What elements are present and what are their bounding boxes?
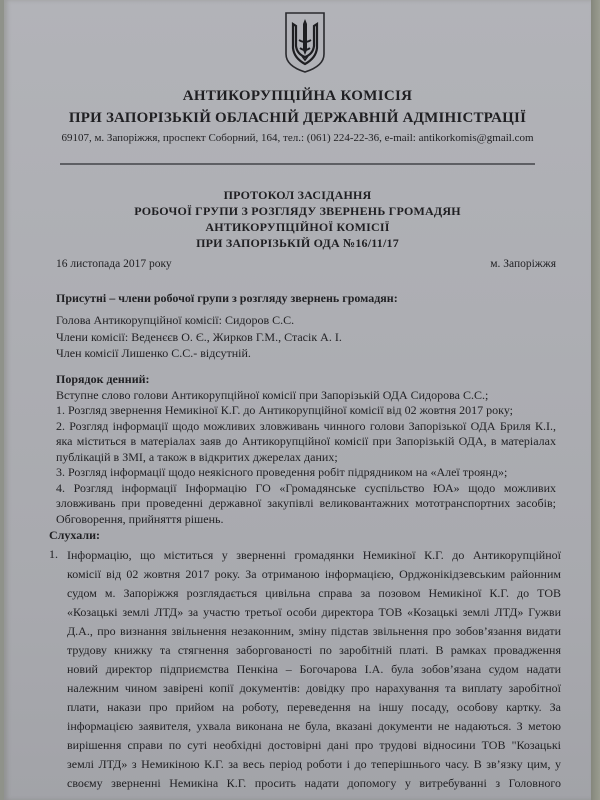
agenda-line: публікацій в ЗМІ, а також в відкритих джерелах даних;: [56, 449, 338, 464]
text-line: судом м. Запоріжжя розглядається цивільна справа за позовом Немикіної К.Г. до ТОВ: [67, 586, 561, 600]
text-line: землі ЛТД» з Немикіною К.Г. за весь період роботи і до теперішнього часу. В зв’язку цим, у: [67, 757, 561, 771]
text-line: вирішення справи по суті необхідні достовірні дані про трудові відносини ТОВ "Козацькі: [67, 738, 561, 752]
document-page: [4, 0, 591, 800]
text-line: Інформацію, що міститься у зверненні громадянки Немикіної К.Г. до Антикорупційної: [67, 548, 561, 562]
org-name-line1: АНТИКОРУПЦІЙНА КОМІСІЯ: [182, 88, 413, 104]
header-divider: [60, 163, 535, 165]
agenda-line: Вступне слово голови Антикорупційної комісії при Запорізькій ОДА Сидорова С.С.;: [56, 387, 489, 402]
protocol-title: [4, 187, 591, 251]
title-line-4: ПРИ ЗАПОРІЗЬКІЙ ОДА №16/11/17: [196, 236, 399, 250]
agenda-line: зловживань при проведенні державної закупівлі великовантажних мототранспортних засобів;: [56, 496, 556, 510]
present-line: Голова Антикорупційної комісії: Сидоров С.С.: [56, 313, 295, 327]
protocol-city: м. Запоріжжя: [490, 258, 556, 270]
heard-section: [49, 527, 561, 793]
text-line: трудову книжку та стягнення заборгованості по заробітній платі. В рамках провадження: [67, 643, 561, 657]
agenda-line: 4. Розгляд інформації Інформацію ГО «Громадянське суспільство ЮА» щодо можливих: [56, 480, 556, 495]
agenda-section: [56, 372, 556, 527]
text-line: належним чином завірені копії документів: довідку про нарахування та виплату заробітної: [67, 681, 561, 695]
text-line: Д.А., про визнання звільнення незаконним, зміну підстав звільнення про зобов’язання видати: [67, 624, 561, 638]
present-line: Член комісії Лишенко С.С.- відсутній.: [56, 346, 251, 360]
item-number: 1.: [49, 547, 58, 561]
agenda-line: Обговорення, прийняття рішень.: [56, 511, 224, 526]
page-edge-background: [591, 0, 600, 800]
agenda-line: 3. Розгляд інформації щодо неякісного проведення робіт підрядником на «Алеї троянд»;: [56, 465, 508, 479]
heard-item-1: [49, 546, 561, 793]
title-line-2: РОБОЧОЇ ГРУПИ З РОЗГЛЯДУ ЗВЕРНЕНЬ ГРОМАДЯН: [134, 204, 461, 218]
agenda-line: яка міститься в матеріалах заяв до Антикорупційної комісії при Запорізькій ОДА, в матеріалах: [56, 434, 556, 448]
trident-coat-of-arms-icon: [283, 10, 327, 74]
present-line: Члени комісії: Веденєєв О. Є., Жирков Г.М., Стасік А. І.: [56, 329, 342, 344]
title-line-3: АНТИКОРУПЦІЙНОЇ КОМІСІЇ: [205, 220, 390, 234]
present-section: [56, 290, 556, 362]
text-line: плати, накази про прийом на роботу, переведення на іншу посаду, особову картку. За: [67, 700, 561, 714]
title-line-1: ПРОТОКОЛ ЗАСІДАННЯ: [223, 188, 372, 202]
agenda-heading: Порядок денний:: [56, 372, 150, 386]
org-name-line2: ПРИ ЗАПОРІЗЬКІЙ ОБЛАСНІЙ ДЕРЖАВНІЙ АДМІНІСТРАЦІЇ: [68, 110, 527, 126]
text-line: комісії від 02 жовтня 2017 року. За отриманою інформацією, Орджонікідзевським районним: [67, 567, 561, 581]
item-text: [67, 546, 561, 793]
present-heading: Присутні – члени робочої групи з розгляду звернень громадян:: [56, 291, 398, 305]
date-place-row: [56, 258, 556, 270]
text-line: інформацією заявителя, ухвала виконана не була, вказані документи не надаються. З метою: [67, 719, 561, 733]
agenda-line: 1. Розгляд звернення Немикіної К.Г. до Антикорупційної комісії від 02 жовтня 2017 року;: [56, 403, 514, 417]
org-address: 69107, м. Запоріжжя, проспект Соборний, 164, тел.: (061) 224-22-36, e-mail: antikorkomis@gmail.com: [61, 132, 534, 144]
text-line: «Козацькі землі ЛТД» за участю третьої особи директора ТОВ «Козацькі землі ЛТД» Гужви: [67, 605, 561, 619]
agenda-line: 2. Розгляд інформації щодо можливих зловживань чинного голови Запорізької ОДА Бриля К.І.,: [56, 418, 556, 433]
protocol-date: 16 листопада 2017 року: [56, 258, 172, 270]
text-line: своєму зверненні Немикіна К.Г. просить надати допомогу у витребуванні з Головного: [67, 776, 561, 790]
heard-heading: Слухали:: [49, 528, 100, 542]
text-line: новий директор підприємства Пенкіна – Богочарова І.А. була зобов’язана судом надати: [67, 662, 561, 676]
